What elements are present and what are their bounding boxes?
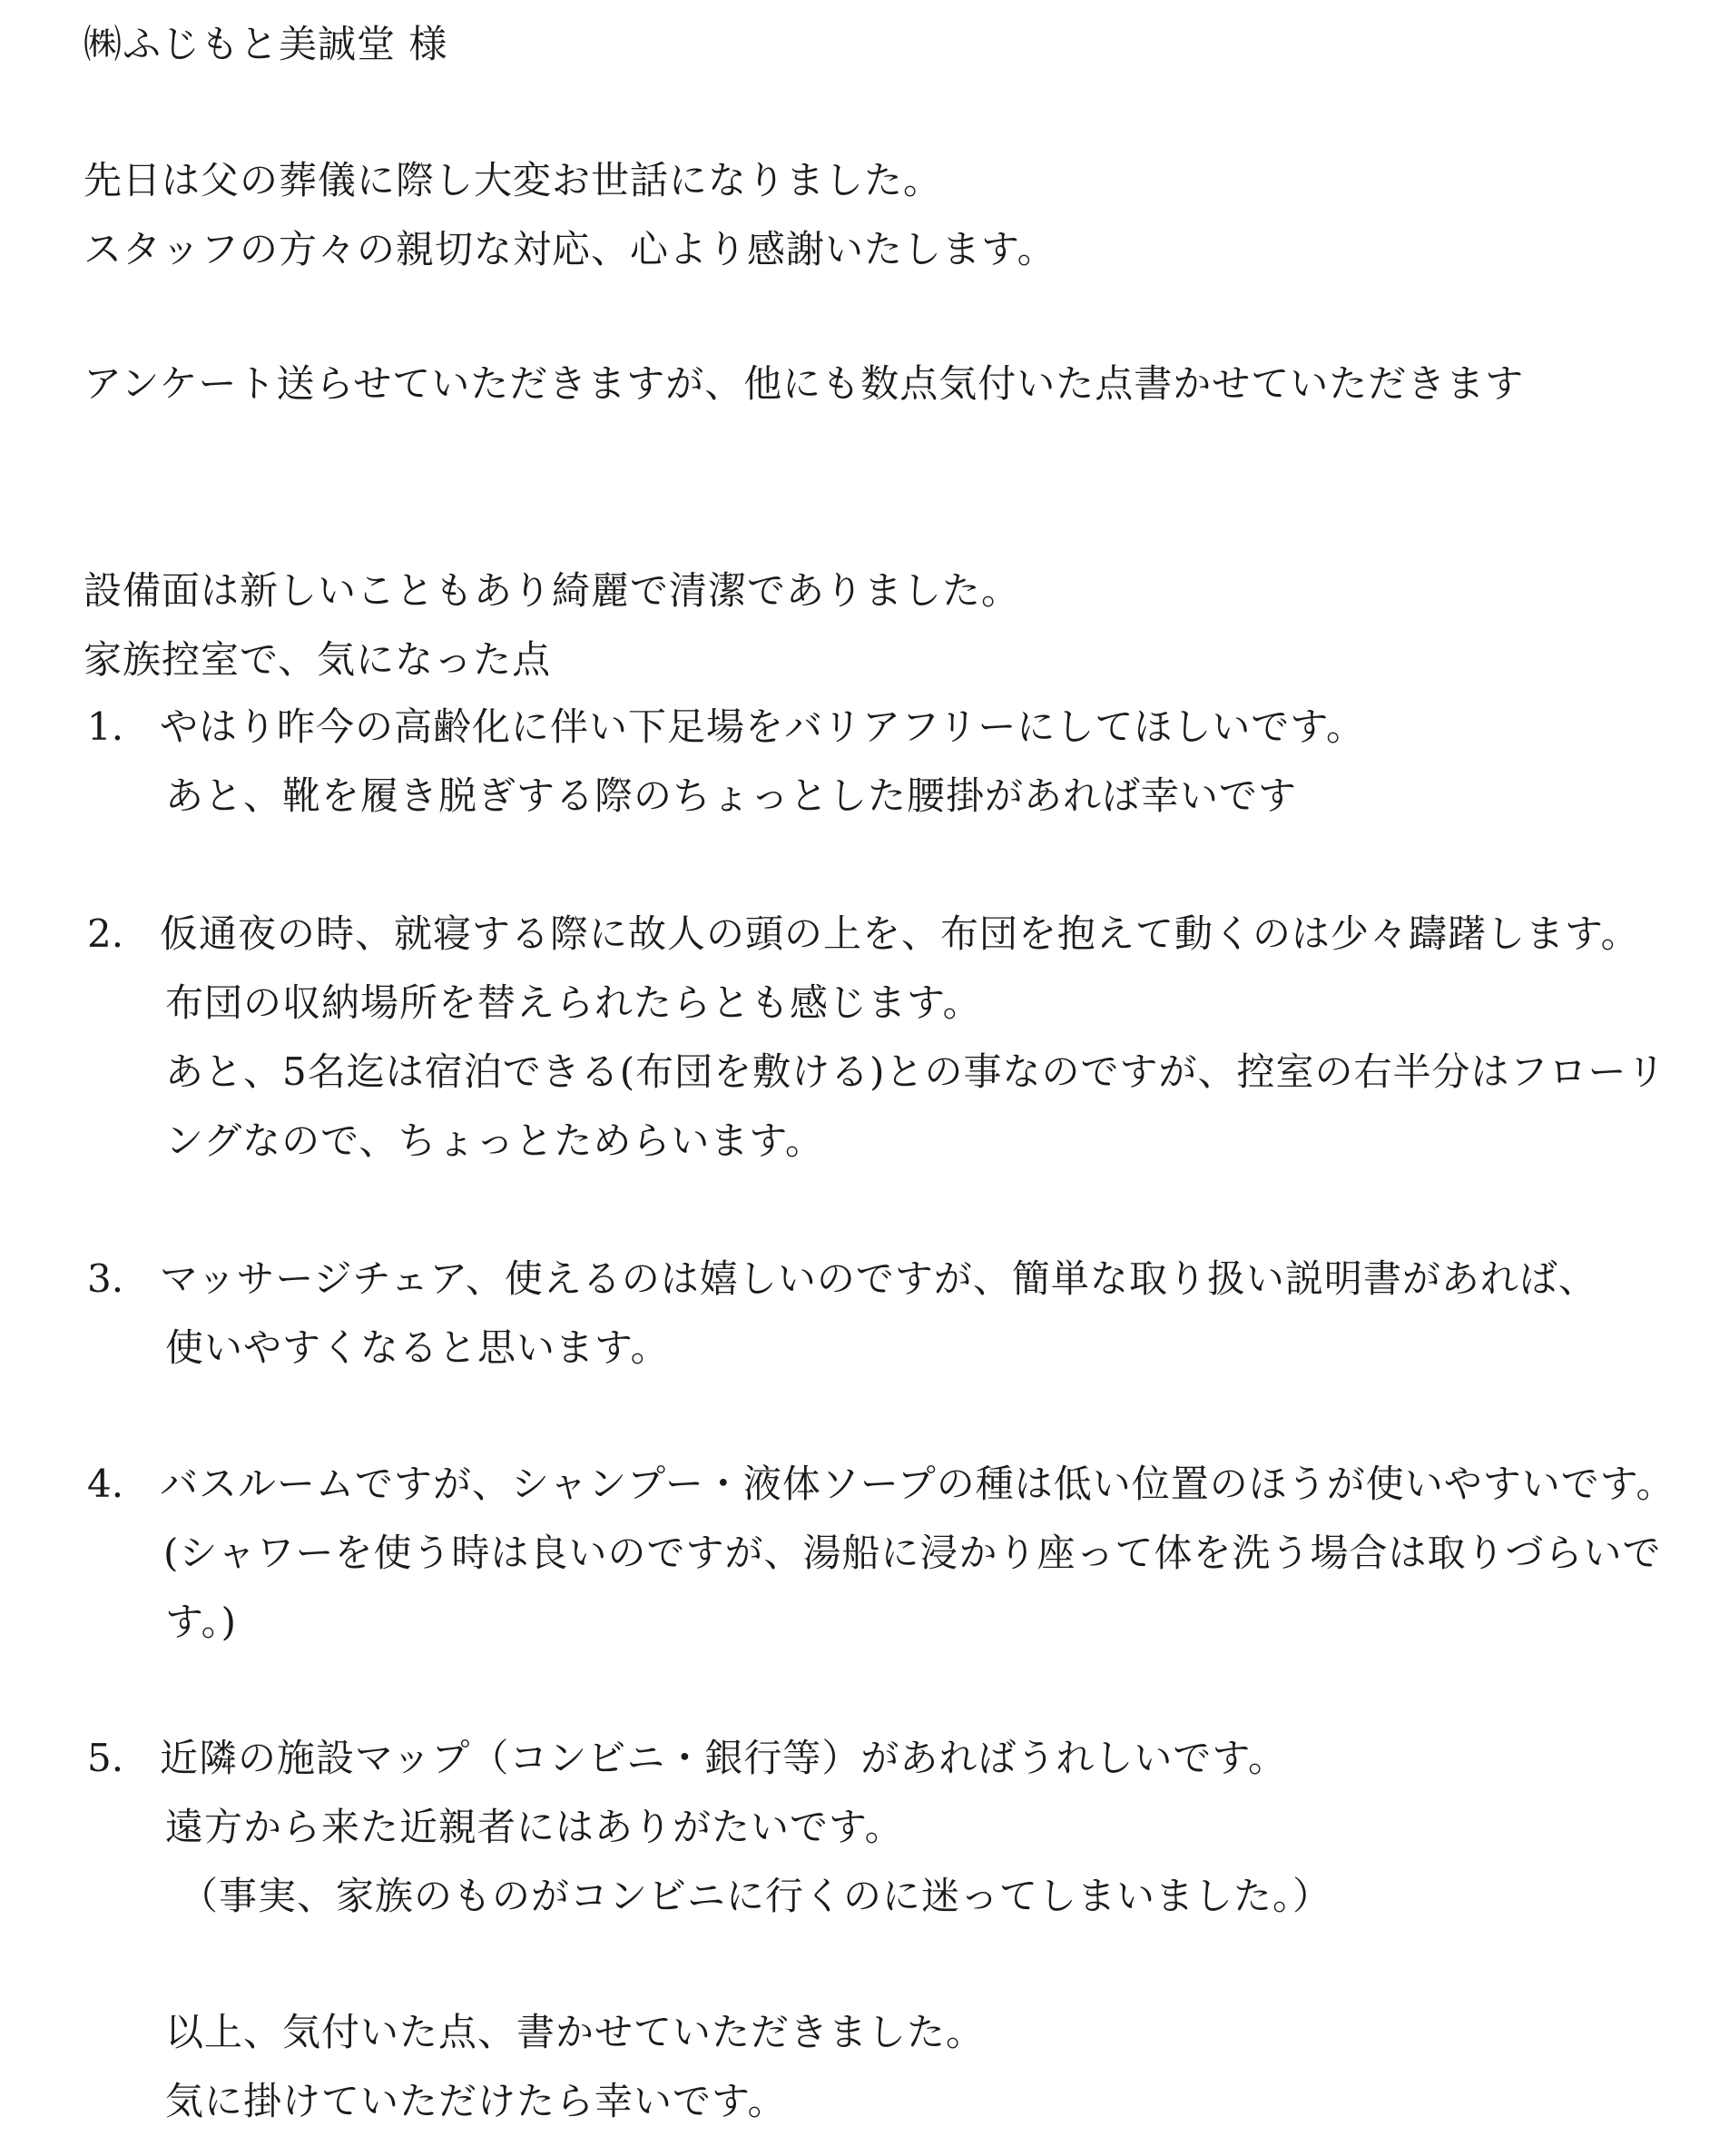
greeting-line-2: スタッフの方々の親切な対応、心より感謝いたします。 bbox=[84, 227, 1056, 271]
closing-line-1: 以上、気付いた点、書かせていただきました。 bbox=[165, 2010, 986, 2054]
facilities-line-2: 家族控室で、気になった点 bbox=[84, 637, 552, 682]
closing-line-2: 気に掛けていただけたら幸いです。 bbox=[165, 2079, 787, 2123]
item-5-line-2: 遠方から来た近親者にはありがたいです。 bbox=[165, 1805, 904, 1849]
item-4-line-1: バスルームですが、シャンプー・液体ソープの種は低い位置のほうが使いやすいです。 bbox=[160, 1462, 1675, 1506]
item-5-line-3: （事実、家族のものがコンビニに行くのに迷ってしまいました。） bbox=[180, 1874, 1332, 1918]
greeting-line-1: 先日は父の葬儀に際し大変お世話になりました。 bbox=[84, 158, 943, 202]
item-2-line-3: あと、5名迄は宿泊できる(布団を敷ける)との事なのですが、控室の右半分はフローリ bbox=[165, 1049, 1666, 1094]
addressee: ㈱ふじもと美誠堂 様 bbox=[84, 22, 448, 66]
item-3-number: 3. bbox=[87, 1256, 124, 1301]
item-3-line-1: マッサージチェア、使えるのは嬉しいのですが、簡単な取り扱い説明書があれば、 bbox=[160, 1256, 1597, 1301]
item-2-number: 2. bbox=[87, 911, 124, 956]
item-5-number: 5. bbox=[87, 1736, 124, 1780]
item-4-line-2: (シャワーを使う時は良いのですが、湯船に浸かり座って体を洗う場合は取りづらいで bbox=[163, 1531, 1662, 1575]
item-2-line-4: ングなので、ちょっとためらいます。 bbox=[165, 1118, 824, 1163]
item-1-number: 1. bbox=[87, 704, 124, 749]
item-3-line-2: 使いやすくなると思います。 bbox=[165, 1325, 670, 1370]
item-2-line-1: 仮通夜の時、就寝する際に故人の頭の上を、布団を抱えて動くのは少々躊躇します。 bbox=[160, 911, 1640, 956]
item-5-line-1: 近隣の施設マップ（コンビニ・銀行等）があればうれしいです。 bbox=[160, 1736, 1287, 1780]
item-1-line-2: あと、靴を履き脱ぎする際のちょっとした腰掛があれば幸いです bbox=[165, 773, 1298, 818]
item-4-line-3: す。) bbox=[165, 1600, 238, 1644]
item-4-number: 4. bbox=[87, 1462, 124, 1506]
facilities-line-1: 設備面は新しいこともあり綺麗で清潔でありました。 bbox=[84, 568, 1021, 613]
intro-line: アンケート送らせていただきますが、他にも数点気付いた点書かせていただきます bbox=[84, 361, 1525, 406]
item-2-line-2: 布団の収納場所を替えられたらとも感じます。 bbox=[165, 980, 982, 1025]
item-1-line-1: やはり昨今の高齢化に伴い下足場をバリアフリーにしてほしいです。 bbox=[160, 704, 1365, 749]
